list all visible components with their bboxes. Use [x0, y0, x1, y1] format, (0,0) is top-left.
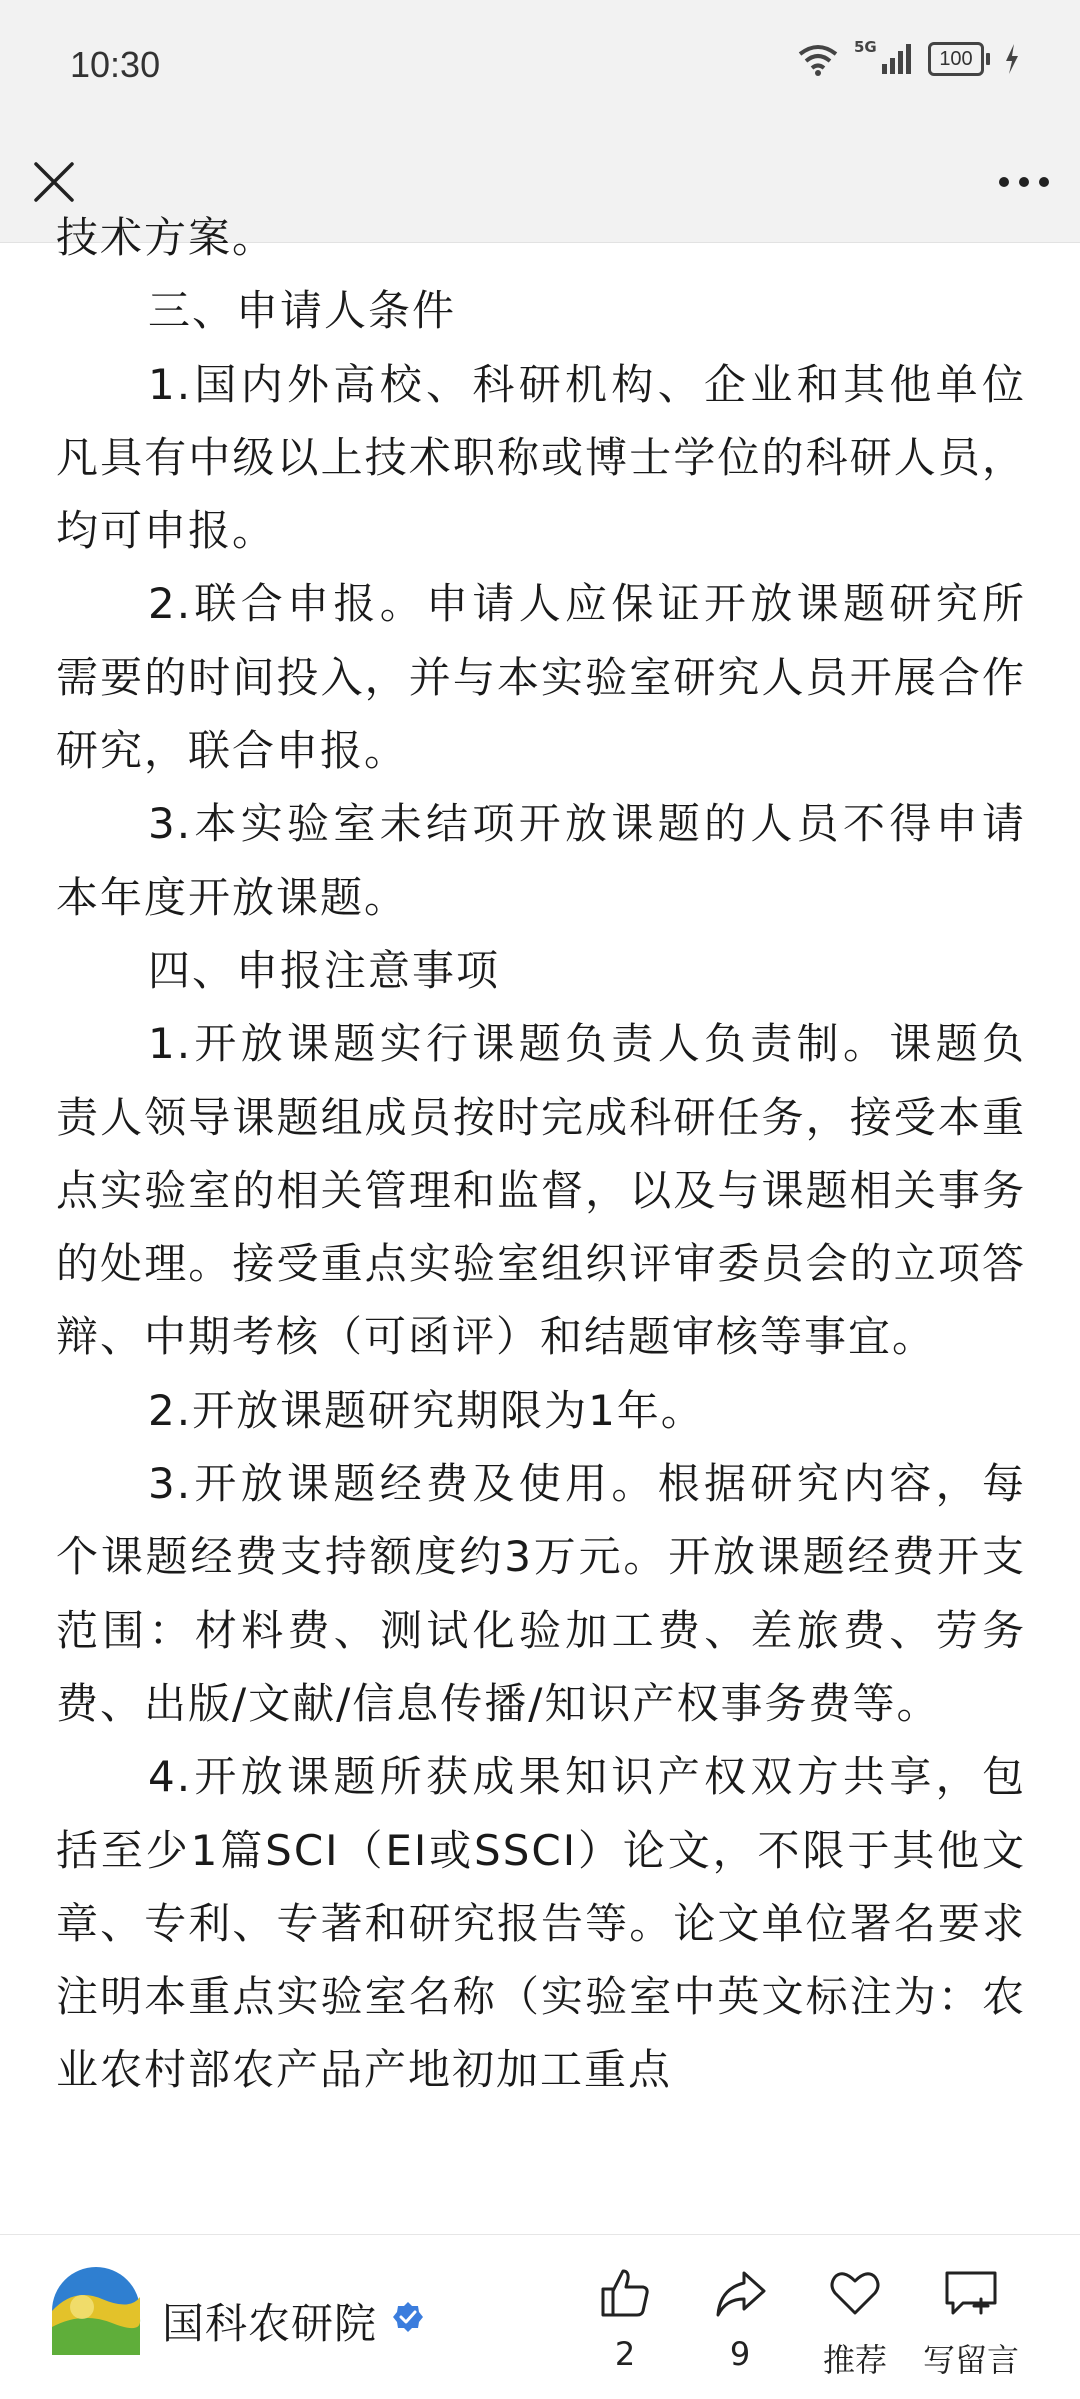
like-button[interactable]: [570, 2265, 680, 2373]
comment-add-icon: [941, 2265, 1001, 2321]
share-count: 9: [729, 2335, 751, 2373]
article-paragraph: 1.开放课题实行课题负责人负责制。课题负责人领导课题组成员按时完成科研任务，接受本重点实验室的相关管理和监督，以及与课题相关事务的处理。接受重点实验室组织评审委员会的立项答辩、中期考核（可函评）和结题审核等事宜。: [56, 1019, 1026, 1362]
article-paragraph: 3.开放课题经费及使用。根据研究内容，每个课题经费支持额度约3万元。开放课题经费开支范围：材料费、测试化验加工费、差旅费、劳务费、出版/文献/信息传播/知识产权事务费等。: [56, 1459, 1026, 1728]
more-icon: [998, 176, 1050, 188]
comment-button[interactable]: [916, 2265, 1026, 2381]
article-paragraph: 2.联合申报。申请人应保证开放课题研究所需要的时间投入，并与本实验室研究人员开展合作研究，联合申报。: [56, 579, 1026, 776]
battery-level: 100: [928, 42, 984, 76]
verified-badge-icon: [392, 2301, 424, 2333]
network-type-label: 5G: [854, 38, 877, 56]
recommend-label: 推荐: [822, 2341, 887, 2379]
comment-label: 写留言: [922, 2341, 1019, 2379]
account-avatar[interactable]: [52, 2267, 140, 2355]
battery-icon: [928, 42, 990, 76]
charging-icon: [1004, 44, 1020, 74]
recommend-button[interactable]: [800, 2265, 910, 2381]
system-icons: [796, 40, 1020, 78]
article-paragraph: 4.开放课题所获成果知识产权双方共享，包括至少1篇SCI（EI或SSCI）论文，不限于其他文章、专利、专著和研究报告等。论文单位署名要求注明本重点实验室名称（实验室中英文标注为：农业农村部农产品产地初加工重点: [56, 1752, 1026, 2095]
heart-icon: [827, 2265, 883, 2321]
article-paragraph: 1.国内外高校、科研机构、企业和其他单位凡具有中级以上技术职称或博士学位的科研人员，均可申报。: [56, 359, 1026, 556]
status-time: 10:30: [70, 44, 161, 85]
status-bar: [0, 0, 1080, 130]
account-name[interactable]: 国科农研院: [162, 2299, 378, 2348]
share-icon: [712, 2265, 768, 2321]
bottom-bar: [0, 2234, 1080, 2399]
wifi-icon: [796, 42, 840, 76]
like-count: 2: [614, 2335, 636, 2373]
thumbs-up-icon: [597, 2265, 653, 2321]
article-body: [56, 201, 1026, 2107]
article-paragraph: 技术方案。: [56, 213, 277, 262]
article-paragraph: 四、申报注意事项: [148, 945, 501, 995]
close-icon: [34, 162, 74, 202]
article-content: [56, 213, 1026, 2233]
share-button[interactable]: [685, 2265, 795, 2373]
article-paragraph: 3.本实验室未结项开放课题的人员不得申请本年度开放课题。: [56, 799, 1026, 922]
article-paragraph: 2.开放课题研究期限为1年。: [148, 1385, 705, 1435]
article-paragraph: 三、申请人条件: [148, 286, 457, 336]
signal-icon: [854, 40, 914, 78]
